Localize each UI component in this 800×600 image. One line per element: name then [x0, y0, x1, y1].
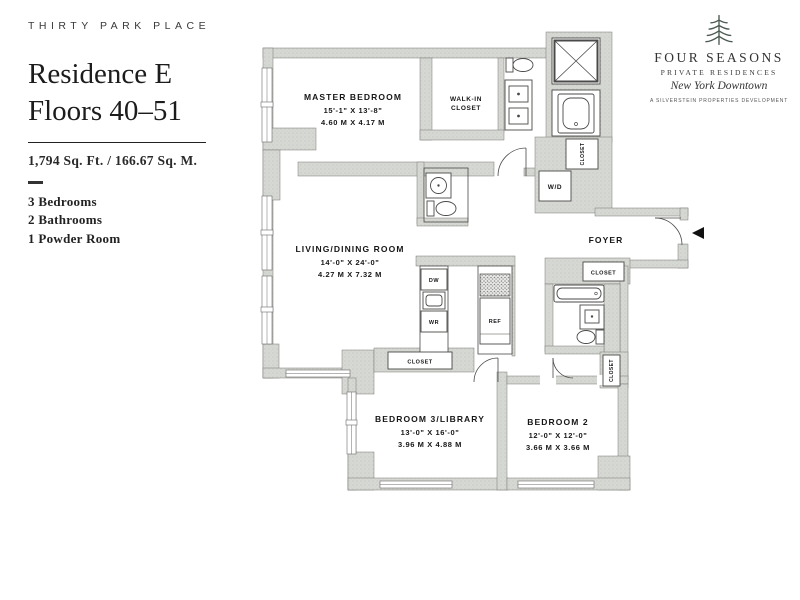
bedroom3-closet	[388, 352, 452, 369]
living-dining-label: LIVING/DINING ROOM	[295, 244, 405, 254]
window-bedroom2-bottom	[518, 481, 594, 488]
living-dining-dim-ft: 14'-0" X 24'-0"	[320, 258, 380, 267]
master-bedroom-dim-m: 4.60 M X 4.17 M	[320, 118, 386, 127]
toilet	[506, 58, 533, 72]
range-cooktop	[480, 274, 510, 296]
foyer-closet	[583, 262, 624, 281]
window-bedroom3-left	[346, 392, 357, 454]
closet-label: CLOSET	[590, 270, 617, 277]
dishwasher-label: DW	[428, 278, 440, 284]
hall-door	[498, 148, 526, 176]
window-bedroom3-bottom	[380, 481, 452, 488]
window-living-left-2	[261, 276, 273, 344]
project-name: THIRTY PARK PLACE	[28, 20, 211, 32]
bedroom2-label: BEDROOM 2	[527, 417, 589, 427]
closet-label: CLOSET	[407, 359, 433, 366]
bedroom2-dim-ft: 12'-0" X 12'-0"	[528, 431, 588, 440]
wd-label: W/D	[547, 184, 563, 191]
master-bath	[505, 58, 533, 130]
window-living-left-1	[261, 196, 273, 270]
feature-powder-room: 1 Powder Room	[28, 230, 121, 246]
kitchen	[420, 266, 512, 354]
door-opening	[540, 375, 556, 385]
feature-bedrooms: 3 Bedrooms	[28, 193, 97, 209]
brand-developer: A SILVERSTEIN PROPERTIES DEVELOPMENT	[649, 98, 789, 104]
master-bedroom-label: MASTER BEDROOM	[303, 92, 403, 102]
shower-stall	[552, 38, 600, 84]
floors-title: Floors 40–51	[28, 95, 182, 127]
entry-arrow-icon	[692, 227, 704, 239]
window-master-left	[261, 68, 273, 142]
feature-bathrooms: 2 Bathrooms	[28, 212, 103, 227]
closet-label-rotated: CLOSET	[609, 359, 615, 382]
vanity	[580, 305, 604, 329]
closet-label-rotated: CLOSET	[580, 142, 586, 166]
bathroom-2	[554, 285, 604, 344]
walk-in-closet-label2: CLOSET	[451, 105, 481, 112]
foyer-label: FOYER	[588, 235, 624, 245]
master-bedroom-dim-ft: 15'-1" X 13'-8"	[323, 106, 383, 115]
walk-in-closet-label: WALK-IN	[450, 96, 482, 103]
washer-dryer	[539, 171, 571, 201]
bedroom3-dim-ft: 13'-0" X 16'-0"	[400, 428, 460, 437]
living-dining-dim-m: 4.27 M X 7.32 M	[317, 270, 383, 279]
residence-title: Residence E	[28, 58, 173, 90]
toilet	[577, 330, 604, 344]
entry-door	[655, 218, 682, 245]
refrigerator-label: REF	[488, 319, 502, 325]
bedroom2-closet	[603, 355, 620, 386]
bedroom3-dim-m: 3.96 M X 4.88 M	[397, 440, 463, 449]
wine-ref-label: WR	[428, 320, 440, 326]
bedroom2-dim-m: 3.66 M X 3.66 M	[525, 443, 591, 452]
brand-subtitle: PRIVATE RESIDENCES	[660, 68, 778, 77]
bedroom3-label: BEDROOM 3/LIBRARY	[374, 414, 486, 424]
brand-name: FOUR SEASONS	[654, 50, 784, 65]
bathtub	[554, 285, 604, 302]
double-vanity	[505, 80, 532, 130]
brand-location: New York Downtown	[670, 80, 768, 92]
bedroom3-door	[474, 358, 498, 382]
window-living-bottom	[286, 370, 350, 377]
hall-closet	[566, 139, 598, 169]
area-text: 1,794 Sq. Ft. / 166.67 Sq. M.	[28, 153, 198, 168]
master-bathtub	[552, 90, 600, 136]
